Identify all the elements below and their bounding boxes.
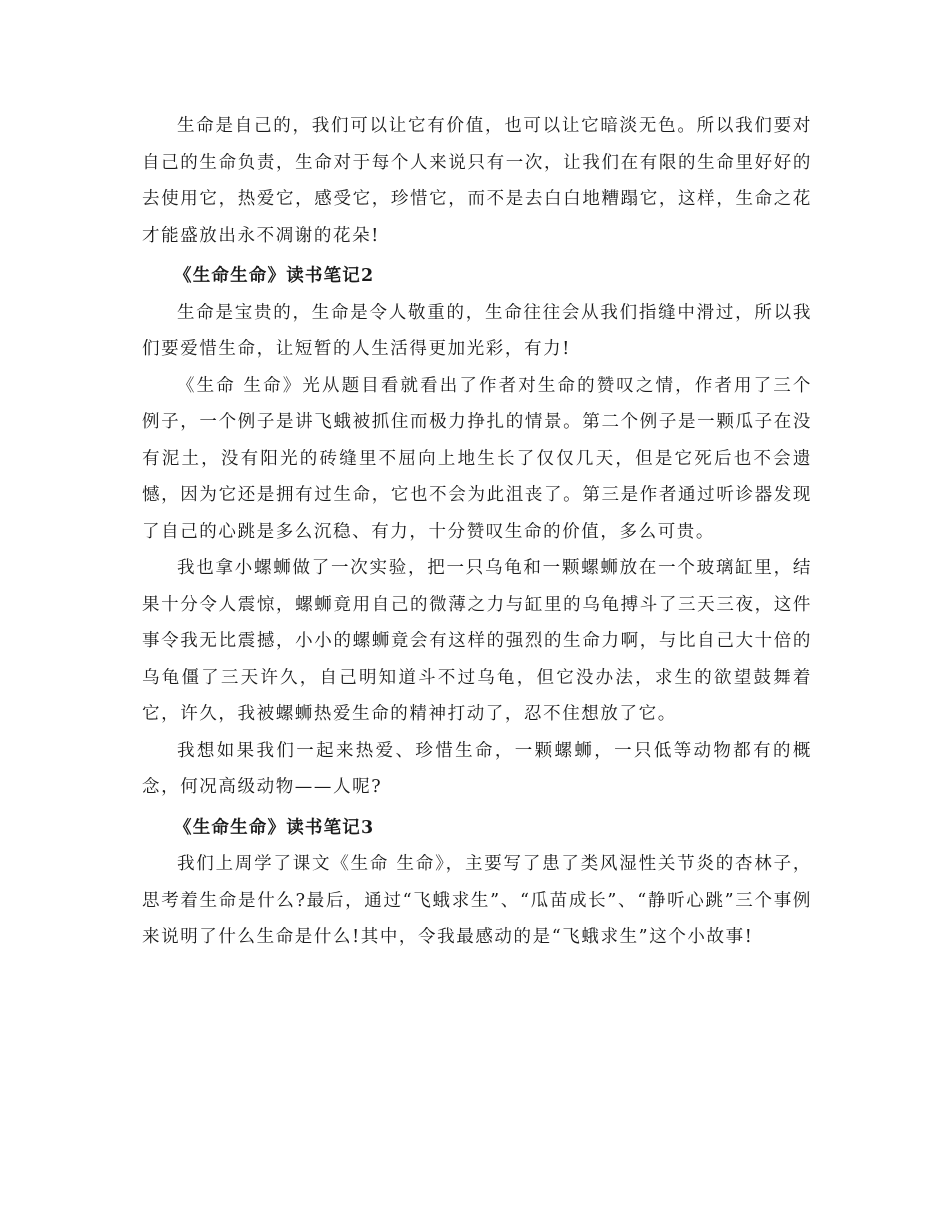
section-heading-3: 《生命生命》读书笔记3 bbox=[174, 817, 375, 838]
paragraph-2: 生命是宝贵的，生命是令人敬重的，生命往往会从我们指缝中滑过，所以我们要爱惜生命，让短暂的人生活得更加光彩，有力! bbox=[142, 302, 812, 359]
paragraph-3: 《生命 生命》光从题目看就看出了作者对生命的赞叹之情，作者用了三个例子，一个例子是讲飞蛾被抓住而极力挣扎的情景。第二个例子是一颗瓜子在没有泥土，没有阳光的砖缝里不屈向上地生长了仅仅几天，但是它死后也不会遗憾，因为它还是拥有过生命，它也不会为此沮丧了。第三是作者通过听诊器发现了自己的心跳是多么沉稳、有力，十分赞叹生命的价值，多么可贵。 bbox=[142, 375, 812, 542]
document-page bbox=[142, 108, 812, 956]
paragraph-5: 我想如果我们一起来热爱、珍惜生命，一颗螺蛳，一只低等动物都有的概念，何况高级动物——人呢? bbox=[142, 740, 812, 797]
paragraph-6: 我们上周学了课文《生命 生命》，主要写了患了类风湿性关节炎的杏林子，思考着生命是什么?最后，通过“飞蛾求生”、“瓜苗成长”、“静听心跳”三个事例来说明了什么生命是什么!其中，令我最感动的是“飞蛾求生”这个小故事! bbox=[142, 854, 812, 947]
section-heading-2: 《生命生命》读书笔记2 bbox=[174, 266, 375, 286]
paragraph-1: 生命是自己的，我们可以让它有价值，也可以让它暗淡无色。所以我们要对自己的生命负责，生命对于每个人来说只有一次，让我们在有限的生命里好好的去使用它，热爱它，感受它，珍惜它，而不是去白白地糟蹋它，这样，生命之花才能盛放出永不凋谢的花朵! bbox=[142, 116, 812, 246]
paragraph-4: 我也拿小螺蛳做了一次实验，把一只乌龟和一颗螺蛳放在一个玻璃缸里，结果十分令人震惊，螺蛳竟用自己的微薄之力与缸里的乌龟搏斗了三天三夜，这件事令我无比震撼，小小的螺蛳竟会有这样的强烈的生命力啊，与比自己大十倍的乌龟僵了三天许久，自己明知道斗不过乌龟，但它没办法，求生的欲望鼓舞着它，许久，我被螺蛳热爱生命的精神打动了，忍不住想放了它。 bbox=[142, 558, 812, 724]
